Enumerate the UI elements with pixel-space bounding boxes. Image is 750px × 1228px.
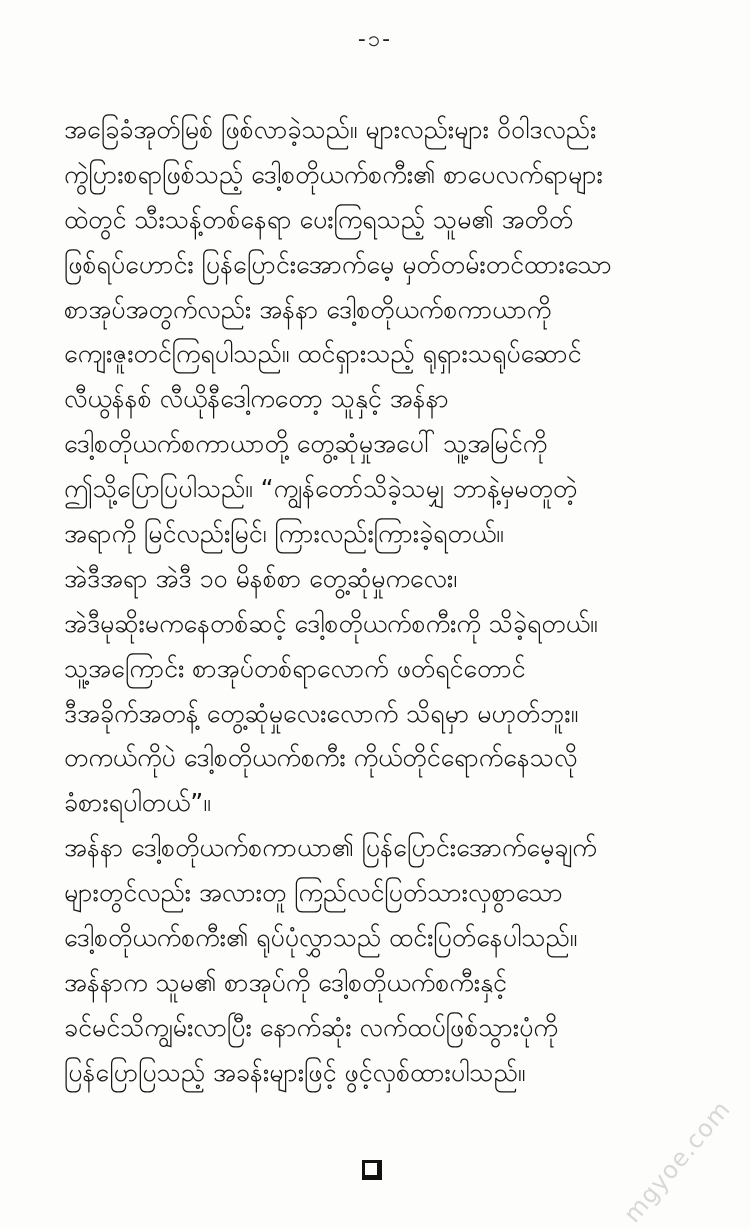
text-line: အဲဒီအရာ အဲဒီ ၁၀ မိနစ်စာ တွေ့ဆုံမှုကလေး၊ <box>64 563 458 593</box>
text-line: ထဲတွင် သီးသန့်တစ်နေရာ ပေးကြရသည့် သူမ၏ အတိတ် <box>64 204 574 234</box>
text-line: ဒေါ့စတိုယက်စကာယာတို့ တွေ့ဆုံမှုအပေါ် သူ့အမြင်ကို <box>64 429 548 459</box>
page-number: -၁- <box>357 27 393 52</box>
text-line: တကယ်ကိုပဲ ဒေါ့စတိုယက်စကီး ကိုယ်တိုင်ရောက်နေသလို <box>64 743 578 773</box>
body-text <box>64 108 704 1096</box>
text-line: အန်နာ ဒေါ့စတိုယက်စကာယာ၏ ပြန်ပြောင်းအောက်မေ့ချက် <box>64 833 597 863</box>
end-mark-icon <box>362 1160 382 1180</box>
text-line: အရာကို မြင်လည်းမြင်၊ ကြားလည်းကြားခဲ့ရတယ်။ <box>64 519 504 549</box>
text-line: သူ့အကြောင်း စာအုပ်တစ်ရာလောက် ဖတ်ရင်တောင် <box>64 653 526 683</box>
text-line: များတွင်လည်း အလားတူ ကြည်လင်ပြတ်သားလှစွာသော <box>64 878 563 908</box>
text-line: ပြန်ပြောပြသည့် အခန်းများဖြင့် ဖွင့်လှစ်ထားပါသည်။ <box>64 1057 526 1087</box>
text-line: ဒေါ့စတိုယက်စကီး၏ ရုပ်ပုံလွှာသည် ထင်းပြတ်နေပါသည်။ <box>64 923 578 953</box>
watermark: mgyoe.com <box>618 1095 736 1228</box>
text-line: အန်နာက သူမ၏ စာအုပ်ကို ဒေါ့စတိုယက်စကီးနှင့် <box>64 967 507 997</box>
text-line: စာအုပ်အတွက်လည်း အန်နာ ဒေါ့စတိုယက်စကာယာကို <box>64 294 552 324</box>
text-line: ဒီအခိုက်အတန့် တွေ့ဆုံမှုလေးလောက် သိရမှာ မဟုတ်ဘူး။ <box>64 698 579 728</box>
text-line: အခြေခံအုတ်မြစ် ဖြစ်လာခဲ့သည်။ များလည်းများ ဝိဝါဒလည်း <box>64 115 597 144</box>
text-line: အဲဒီမုဆိုးမကနေတစ်ဆင့် ဒေါ့စတိုယက်စကီးကို သိခဲ့ရတယ်။ <box>64 608 598 638</box>
text-line: ဤသို့ပြောပြပါသည်။ “ကျွန်တော်သိခဲ့သမျှ ဘာနဲ့မှမတူတဲ့ <box>64 474 578 504</box>
text-line: ကျေးဇူးတင်ကြရပါသည်။ ထင်ရှားသည့် ရုရှားသရုပ်ဆောင် <box>64 339 582 369</box>
text-line: လီယွန်နစ် လီယိုနီဒေါ့ကတော့ သူနှင့် အန်နာ <box>64 384 449 414</box>
text-line: ခင်မင်သိကျွမ်းလာပြီး နောက်ဆုံး လက်ထပ်ဖြစ်သွားပုံကို <box>64 1012 558 1042</box>
text-line: ဖြစ်ရပ်ဟောင်း ပြန်ပြောင်းအောက်မေ့ မှတ်တမ်းတင်ထားသော <box>64 249 612 279</box>
text-line: ခံစားရပါတယ်”။ <box>64 788 211 818</box>
text-line: ကွဲပြားစရာဖြစ်သည့် ဒေါ့စတိုယက်စကီး၏ စာပေလက်ရာများ <box>64 159 603 189</box>
